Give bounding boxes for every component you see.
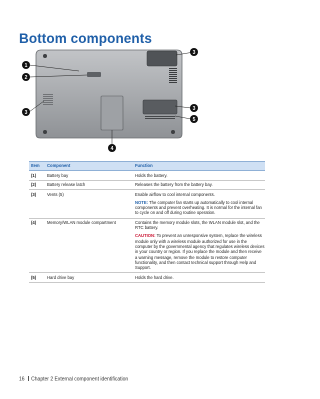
row-component: Battery release latch bbox=[47, 182, 86, 188]
callout-4 bbox=[108, 144, 116, 152]
caution-block bbox=[135, 233, 265, 270]
table-header bbox=[29, 161, 265, 171]
row-item: (3) bbox=[31, 191, 37, 197]
table-row bbox=[29, 219, 265, 274]
callout-2 bbox=[22, 73, 30, 81]
svg-text:3: 3 bbox=[24, 109, 28, 116]
row-component: Battery bay bbox=[47, 172, 69, 178]
svg-text:3: 3 bbox=[192, 49, 196, 56]
laptop-bottom-figure bbox=[19, 46, 199, 156]
table-row bbox=[29, 181, 265, 191]
header-item: Item bbox=[31, 163, 40, 169]
callout-3-left bbox=[22, 108, 30, 116]
row-item: (1) bbox=[31, 172, 37, 178]
svg-text:4: 4 bbox=[110, 145, 114, 152]
rubber-foot bbox=[43, 130, 47, 134]
table-row bbox=[29, 273, 265, 283]
caution-label: CAUTION: bbox=[135, 233, 156, 239]
header-function: Function bbox=[135, 163, 153, 169]
laptop-bottom-illustration bbox=[19, 46, 199, 156]
row-component: Memory/WLAN module compartment bbox=[47, 220, 116, 226]
caution-text: To prevent an unresponsive system, replace the wireless module only with a wireless module authorized for use in the computer by the governmental agency that regulates wireless devices in your country or region. If you replace the module and then receive a warning message, remove the module to restore computer functionality, and then contact technical support through Help and Support. bbox=[135, 233, 265, 271]
hard-drive-bay bbox=[143, 100, 177, 114]
battery-release-latch bbox=[87, 72, 101, 77]
page-title: Bottom components bbox=[19, 31, 152, 46]
memory-wlan-compartment bbox=[101, 96, 123, 130]
components-table bbox=[29, 161, 265, 283]
callout-1 bbox=[22, 61, 30, 69]
note-label: NOTE: bbox=[135, 199, 149, 205]
callout-5 bbox=[190, 115, 198, 123]
header-component: Component bbox=[47, 163, 71, 169]
svg-text:1: 1 bbox=[24, 62, 28, 69]
row-function: Releases the battery from the battery bay. bbox=[135, 182, 213, 188]
battery-bay bbox=[147, 51, 177, 66]
row-function: Holds the battery. bbox=[135, 172, 168, 178]
chapter-title: Chapter 2 External component identification bbox=[31, 376, 129, 383]
table-row bbox=[29, 190, 265, 218]
row-component: Hard drive bay bbox=[47, 274, 75, 280]
table-row bbox=[29, 171, 265, 181]
row-function bbox=[135, 220, 265, 270]
callout-3-right bbox=[190, 104, 198, 112]
rubber-foot bbox=[171, 130, 175, 134]
page-footer bbox=[19, 376, 128, 383]
note-block bbox=[135, 200, 265, 216]
svg-text:5: 5 bbox=[192, 116, 196, 123]
row-function bbox=[135, 192, 265, 216]
rubber-foot bbox=[43, 54, 47, 58]
row-item: (2) bbox=[31, 182, 37, 188]
note-text: The computer fan starts up automatically to cool internal components and prevent overheating. It is normal for the internal fan to cycle on and off during routine operation. bbox=[135, 199, 262, 216]
footer-separator bbox=[28, 376, 29, 381]
page-number: 16 bbox=[19, 376, 25, 383]
row-function: Holds the hard drive. bbox=[135, 274, 174, 280]
callout-3-top-right bbox=[190, 48, 198, 56]
row-item: (5) bbox=[31, 274, 37, 280]
row-component: Vents (5) bbox=[47, 191, 64, 197]
svg-text:3: 3 bbox=[192, 105, 196, 112]
row-item: (4) bbox=[31, 220, 37, 226]
row-function-text: Enable airflow to cool internal components. bbox=[135, 191, 215, 197]
svg-text:2: 2 bbox=[24, 74, 28, 81]
row-function-text: Contains the memory module slots, the WLAN module slot, and the RTC battery. bbox=[135, 220, 260, 231]
